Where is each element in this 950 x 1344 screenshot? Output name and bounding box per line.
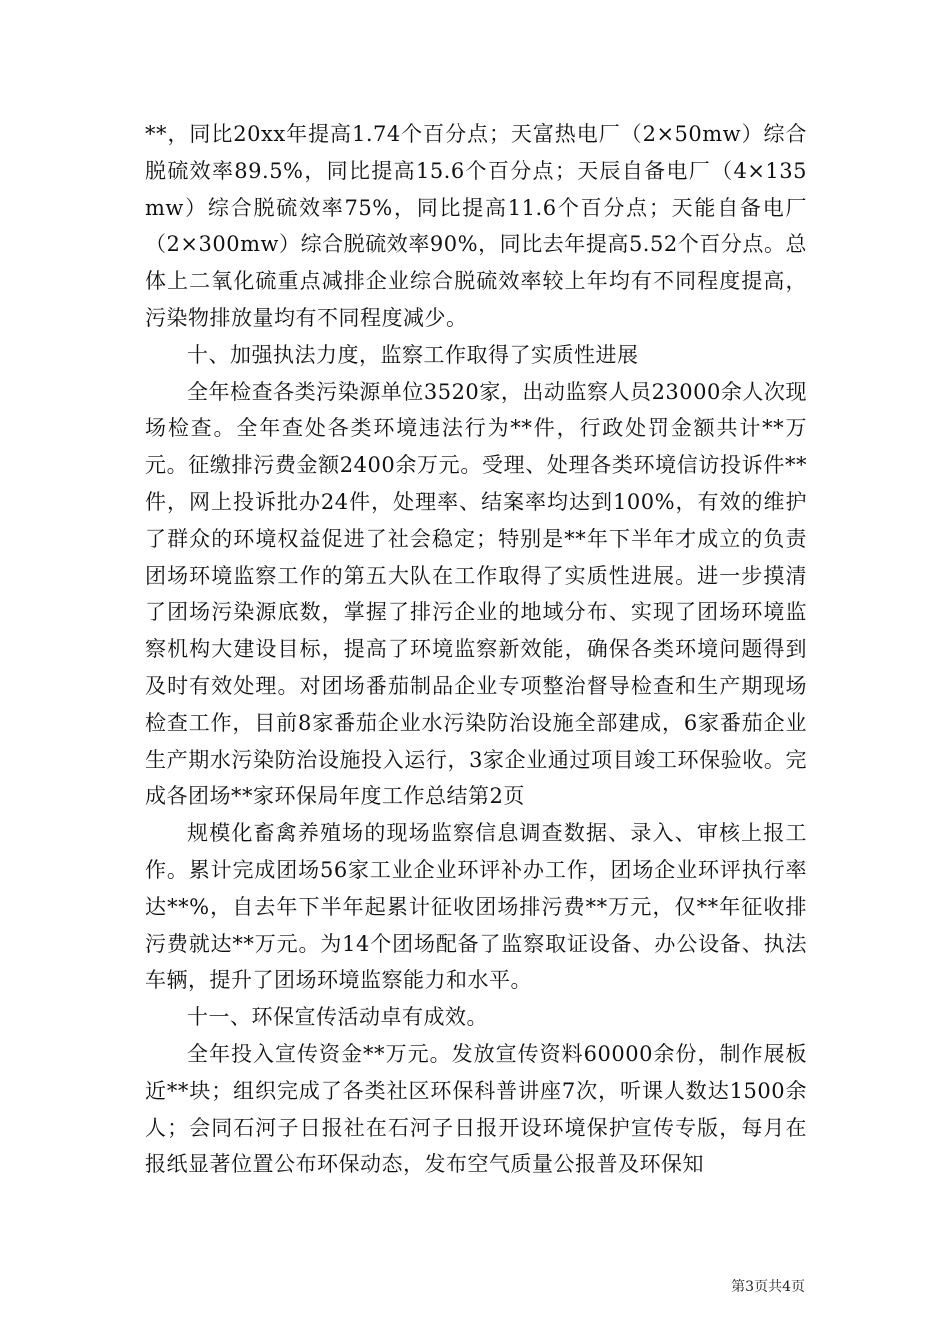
paragraph-desulfurization-results: **，同比20xx年提高1.74个百分点；天富热电厂（2×50mw）综合脱硫效率89.5%，同比提高15.6个百分点；天辰自备电厂（4×135mw）综合脱硫效率75%，同比提高11.6个百分点；天能自备电厂（2×300mw）综合脱硫效率90%，同比去年提高5.52个百分点。总体上二氧化硫重点减排企业综合脱硫效率较上年均有不同程度提高，污染物排放量均有不同程度减少。 xyxy=(145,122,807,330)
document-body xyxy=(145,116,807,1183)
section-heading-enforcement: 十、加强执法力度，监察工作取得了实质性进展 xyxy=(187,342,639,367)
paragraph-inspection-work: 全年检查各类污染源单位3520家，出动监察人员23000余人次现场检查。全年查处各类环境违法行为**件，行政处罚金额共计**万元。征缴排污费金额2400余万元。受理、处理各类环境信访投诉件**件，网上投诉批办24件，处理率、结案率均达到100%，有效的维护了群众的环境权益促进了社会稳定；特别是**年下半年才成立的负责团场环境监察工作的第五大队在工作取得了实质性进展。进一步摸清了团场污染源底数，掌握了排污企业的地域分布、实现了团场环境监察机构大建设目标，提高了环境监察新效能，确保各类环境问题得到及时有效处理。对团场番茄制品企业专项整治督导检查和生产期现场检查工作，目前8家番茄企业水污染防治设施全部建成，6家番茄企业生产期水污染防治设施投入运行，3家企业通过项目竣工环保验收。完成各团场**家环保局年度工作总结第2页 xyxy=(145,379,807,809)
paragraph-livestock-monitoring: 规模化畜禽养殖场的现场监察信息调查数据、录入、审核上报工作。累计完成团场56家工业企业环评补办工作，团场企业环评执行率达**%，自去年下半年起累计征收团场排污费**万元，仅**年征收排污费就达**万元。为14个团场配备了监察取证设备、办公设备、执法车辆，提升了团场环境监察能力和水平。 xyxy=(145,821,807,993)
section-heading-publicity: 十一、环保宣传活动卓有成效。 xyxy=(187,1005,488,1030)
paragraph-publicity-activities: 全年投入宣传资金**万元。发放宣传资料60000余份，制作展板近**块；组织完成了各类社区环保科普讲座7次，听课人数达1500余人；会同石河子日报社在石河子日报开设环境保护宣传专版，每月在报纸显著位置公布环保动态，发布空气质量公报普及环保知 xyxy=(145,1041,807,1177)
page-number: 第3页共4页 xyxy=(731,1279,805,1295)
